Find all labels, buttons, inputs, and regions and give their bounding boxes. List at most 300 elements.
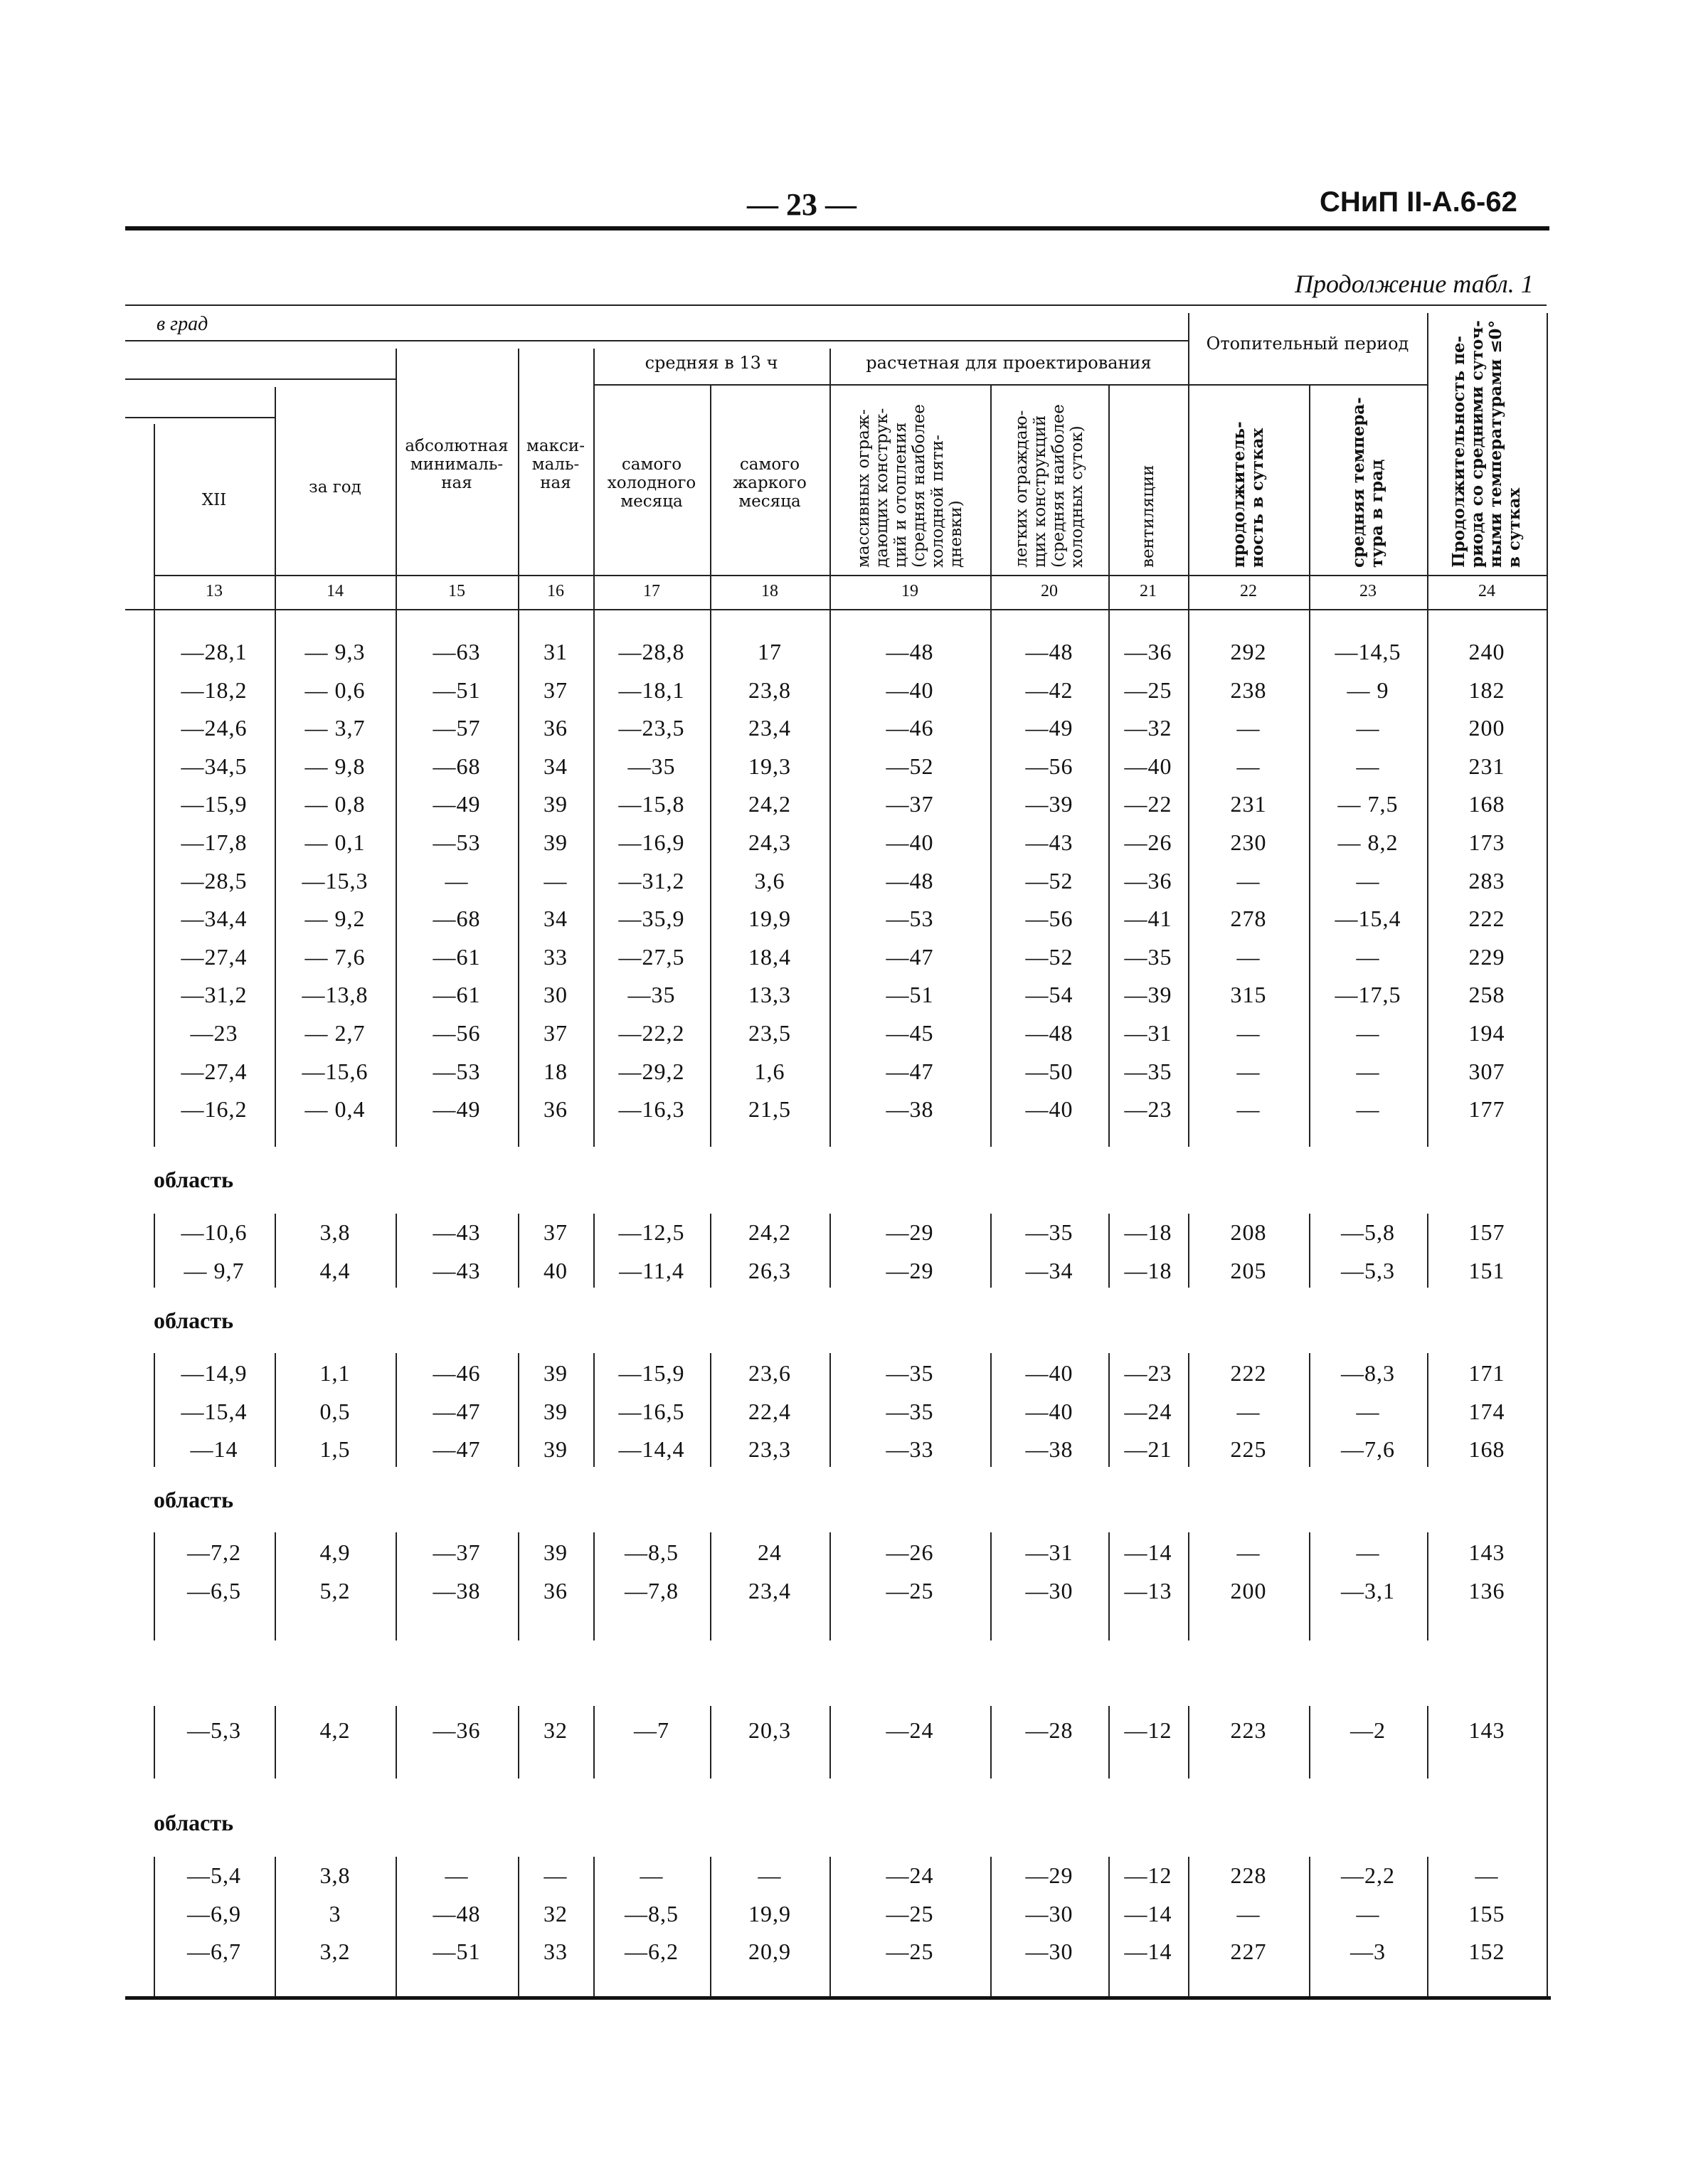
table-cell: —8,5 xyxy=(625,1539,679,1565)
col-number-divider xyxy=(1427,575,1428,609)
table-cell: —45 xyxy=(886,1020,934,1046)
table-cell: —14 xyxy=(190,1436,238,1463)
table-cell: —52 xyxy=(1025,867,1073,894)
table-cell: —15,6 xyxy=(302,1058,368,1084)
table-cell: —39 xyxy=(1124,982,1172,1008)
table-cell: — xyxy=(1236,1058,1261,1084)
table-cell: —29 xyxy=(886,1219,934,1245)
table-cell: 1,1 xyxy=(319,1360,351,1386)
column-header: самого холодного месяца xyxy=(607,455,696,511)
table-cell: —14,9 xyxy=(181,1360,248,1386)
column-number: 14 xyxy=(327,582,344,600)
table-cell: — xyxy=(1236,753,1261,779)
table-cell: 13,3 xyxy=(748,982,791,1008)
table-cell: —24,6 xyxy=(181,715,248,741)
table-cell: —3 xyxy=(1350,1939,1386,1965)
table-cell: —31 xyxy=(1124,1020,1172,1046)
table-cell: —38 xyxy=(886,1096,934,1123)
page-number: — 23 — xyxy=(747,187,857,222)
table-cell: 36 xyxy=(543,1096,568,1123)
table-cell: — xyxy=(1356,1096,1380,1123)
table-cell: —15,9 xyxy=(618,1360,685,1386)
table-cell: —25 xyxy=(886,1577,934,1603)
heating-underline xyxy=(1188,384,1427,386)
table-cell: 24 xyxy=(758,1539,782,1565)
table-cell: —38 xyxy=(1025,1436,1073,1463)
column-number: 19 xyxy=(901,582,918,600)
table-cell: —30 xyxy=(1025,1577,1073,1603)
table-cell: 23,4 xyxy=(748,715,791,741)
table-cell: —24 xyxy=(886,1862,934,1888)
table-cell: 3 xyxy=(329,1900,341,1926)
table-cell: —48 xyxy=(433,1900,481,1926)
table-cell: —5,3 xyxy=(187,1717,241,1743)
table-cell: —40 xyxy=(1025,1096,1073,1123)
table-cell: —51 xyxy=(433,677,481,703)
table-cell: 39 xyxy=(543,1436,568,1463)
col-number-divider xyxy=(1188,575,1189,609)
table-cell: —35 xyxy=(1025,1219,1073,1245)
table-cell: —48 xyxy=(1025,639,1073,664)
table-cell: —48 xyxy=(1025,1020,1073,1046)
table-cell: —51 xyxy=(886,982,934,1008)
table-cell: —37 xyxy=(433,1539,481,1565)
col-number-divider xyxy=(1547,575,1548,609)
table-cell: 182 xyxy=(1468,677,1505,703)
table-cell: 36 xyxy=(543,1577,568,1603)
table-cell: — xyxy=(1356,1539,1380,1565)
table-cell: 23,5 xyxy=(748,1020,791,1046)
column-header-rotated: Продолжительность пе- риода со средними суточ- ными температурами ≤0° в сутках xyxy=(1449,319,1524,568)
header-rule-2 xyxy=(125,340,1188,341)
table-cell: —35 xyxy=(627,753,676,779)
table-cell: —25 xyxy=(886,1939,934,1965)
table-cell: 222 xyxy=(1230,1360,1267,1386)
table-cell: —28,1 xyxy=(181,639,248,664)
table-cell: —36 xyxy=(1124,867,1172,894)
table-cell: 37 xyxy=(543,677,568,703)
table-cell: —22,2 xyxy=(618,1020,685,1046)
column-header: самого жаркого месяца xyxy=(733,455,807,511)
table-cell: 3,8 xyxy=(319,1862,351,1888)
table-cell: —53 xyxy=(433,829,481,855)
table-cell: 5,2 xyxy=(319,1577,351,1603)
table-cell: —13 xyxy=(1124,1577,1172,1603)
table-cell: —29 xyxy=(886,1257,934,1283)
table-cell: 23,6 xyxy=(748,1360,791,1386)
table-cell: — xyxy=(1356,1058,1380,1084)
table-cell: —5,3 xyxy=(1341,1257,1395,1283)
table-cell: —23,5 xyxy=(618,715,685,741)
table-cell: — xyxy=(1475,1862,1499,1888)
table-cell: 23,3 xyxy=(748,1436,791,1463)
table-cell: — 2,7 xyxy=(304,1020,366,1046)
table-cell: —18 xyxy=(1124,1219,1172,1245)
table-cell: 40 xyxy=(543,1257,568,1283)
table-cell: — 0,4 xyxy=(304,1096,366,1123)
table-cell: — 9 xyxy=(1347,677,1389,703)
table-cell: —32 xyxy=(1124,715,1172,741)
table-cell: 19,9 xyxy=(748,1900,791,1926)
table-cell: 171 xyxy=(1468,1360,1505,1386)
col-number-divider xyxy=(154,575,155,609)
unit-label: в град xyxy=(157,313,208,335)
table-cell: —29,2 xyxy=(618,1058,685,1084)
table-cell: 222 xyxy=(1468,906,1505,932)
table-cell: 22,4 xyxy=(748,1398,791,1424)
header-divider xyxy=(1309,384,1310,575)
group-header-design: расчетная для проектирования xyxy=(866,353,1152,373)
table-cell: —14 xyxy=(1124,1539,1172,1565)
table-cell: —48 xyxy=(886,867,934,894)
table-cell: 23,4 xyxy=(748,1577,791,1603)
table-cell: —40 xyxy=(886,829,934,855)
table-cell: 20,3 xyxy=(748,1717,791,1743)
section-label: область xyxy=(154,1487,233,1512)
table-cell: —27,5 xyxy=(618,943,685,970)
column-header-rotated: продолжитель- ность в сутках xyxy=(1229,421,1267,568)
column-header: макси- маль- ная xyxy=(526,437,585,492)
header-divider xyxy=(1547,313,1548,575)
table-cell: —13,8 xyxy=(302,982,368,1008)
table-cell: 231 xyxy=(1468,753,1505,779)
section-label: область xyxy=(154,1167,233,1192)
table-cell: —12 xyxy=(1124,1717,1172,1743)
table-cell: —28,8 xyxy=(618,639,685,664)
table-cell: —7,6 xyxy=(1341,1436,1395,1463)
table-cell: 157 xyxy=(1468,1219,1505,1245)
table-cell: —15,3 xyxy=(302,867,368,894)
table-cell: —2 xyxy=(1350,1717,1386,1743)
table-cell: —22 xyxy=(1124,791,1172,817)
table-cell: —42 xyxy=(1025,677,1073,703)
table-cell: 36 xyxy=(543,715,568,741)
table-cell: — xyxy=(1236,1539,1261,1565)
column-header-rotated: вентиляции xyxy=(1139,465,1157,568)
table-cell: 283 xyxy=(1468,867,1505,894)
table-cell: 168 xyxy=(1468,1436,1505,1463)
table-cell: 34 xyxy=(543,906,568,932)
table-cell: —56 xyxy=(433,1020,481,1046)
table-cell: 4,4 xyxy=(319,1257,351,1283)
table-cell: —30 xyxy=(1025,1900,1073,1926)
table-cell: 168 xyxy=(1468,791,1505,817)
table-cell: —26 xyxy=(886,1539,934,1565)
table-cell: —14,4 xyxy=(618,1436,685,1463)
col-number-divider xyxy=(275,575,276,609)
table-cell: —14 xyxy=(1124,1939,1172,1965)
col-number-divider xyxy=(829,575,831,609)
table-cell: 24,2 xyxy=(748,791,791,817)
table-cell: —11,4 xyxy=(619,1257,684,1283)
table-cell: —23 xyxy=(1124,1096,1172,1123)
header-divider xyxy=(1108,384,1110,575)
table-cell: 151 xyxy=(1468,1257,1505,1283)
col-number-divider xyxy=(1108,575,1110,609)
table-cell: —25 xyxy=(886,1900,934,1926)
table-cell: —43 xyxy=(433,1257,481,1283)
table-cell: —16,3 xyxy=(618,1096,685,1123)
table-cell: 33 xyxy=(543,1939,568,1965)
table-cell: —48 xyxy=(886,639,934,664)
col-number-divider xyxy=(518,575,519,609)
table-cell: 20,9 xyxy=(748,1939,791,1965)
table-cell: 18,4 xyxy=(748,943,791,970)
table-cell: —40 xyxy=(1025,1398,1073,1424)
table-cell: —35 xyxy=(1124,943,1172,970)
col-number-divider xyxy=(1309,575,1310,609)
table-cell: 3,2 xyxy=(319,1939,351,1965)
table-cell: 32 xyxy=(543,1717,568,1743)
table-cell: —7 xyxy=(634,1717,669,1743)
table-cell: —15,8 xyxy=(618,791,685,817)
table-cell: 17 xyxy=(758,639,782,664)
group-underline xyxy=(593,384,1188,386)
table-cell: —47 xyxy=(433,1436,481,1463)
table-cell: — xyxy=(1356,1398,1380,1424)
table-cell: —47 xyxy=(886,1058,934,1084)
table-cell: —31,2 xyxy=(618,867,685,894)
column-number: 17 xyxy=(643,582,660,600)
table-cell: —18 xyxy=(1124,1257,1172,1283)
table-cell: —52 xyxy=(1025,943,1073,970)
table-cell: —26 xyxy=(1124,829,1172,855)
col-number-divider xyxy=(396,575,397,609)
table-cell: 228 xyxy=(1230,1862,1267,1888)
table-cell: —47 xyxy=(433,1398,481,1424)
table-cell: —5,8 xyxy=(1341,1219,1395,1245)
table-cell: 19,9 xyxy=(748,906,791,932)
header-divider xyxy=(829,349,831,575)
column-number: 22 xyxy=(1240,582,1257,600)
table-cell: 223 xyxy=(1230,1717,1267,1743)
table-cell: 31 xyxy=(543,639,568,664)
column-number: 20 xyxy=(1041,582,1058,600)
section-label: область xyxy=(154,1308,233,1333)
table-cell: 39 xyxy=(543,1360,568,1386)
table-cell: — 0,8 xyxy=(304,791,366,817)
table-cell: 229 xyxy=(1468,943,1505,970)
table-cell: —39 xyxy=(1025,791,1073,817)
header-rule-4 xyxy=(125,417,275,418)
table-cell: — 7,6 xyxy=(304,943,366,970)
table-cell: —24 xyxy=(1124,1398,1172,1424)
table-cell: 39 xyxy=(543,1539,568,1565)
table-cell: —16,9 xyxy=(618,829,685,855)
table-cell: 39 xyxy=(543,829,568,855)
column-number: 13 xyxy=(206,582,223,600)
table-cell: —25 xyxy=(1124,677,1172,703)
table-cell: —46 xyxy=(433,1360,481,1386)
table-cell: —41 xyxy=(1124,906,1172,932)
column-number: 16 xyxy=(547,582,564,600)
table-cell: 0,5 xyxy=(319,1398,351,1424)
table-cell: —52 xyxy=(886,753,934,779)
table-cell: 194 xyxy=(1468,1020,1505,1046)
document-code: СНиП II-А.6-62 xyxy=(1320,186,1517,218)
table-cell: — xyxy=(640,1862,664,1888)
table-cell: — 9,7 xyxy=(184,1257,245,1283)
table-cell: — xyxy=(1236,1096,1261,1123)
table-cell: —15,9 xyxy=(181,791,248,817)
column-header: XII xyxy=(201,491,227,509)
column-header: за год xyxy=(309,478,361,497)
table-cell: — xyxy=(445,1862,469,1888)
table-cell: 258 xyxy=(1468,982,1505,1008)
table-cell: —35 xyxy=(627,982,676,1008)
table-cell: 225 xyxy=(1230,1436,1267,1463)
table-cell: 1,6 xyxy=(754,1058,785,1084)
table-cell: —34,5 xyxy=(181,753,248,779)
table-cell: —35 xyxy=(1124,1058,1172,1084)
table-cell: —10,6 xyxy=(181,1219,248,1245)
table-cell: —35,9 xyxy=(618,906,685,932)
table-cell: 208 xyxy=(1230,1219,1267,1245)
table-cell: 143 xyxy=(1468,1717,1505,1743)
table-cell: — xyxy=(1236,943,1261,970)
table-cell: —31,2 xyxy=(181,982,248,1008)
table-cell: —15,4 xyxy=(1335,906,1401,932)
column-header: абсолютная минималь- ная xyxy=(405,437,509,492)
table-cell: —50 xyxy=(1025,1058,1073,1084)
table-cell: —40 xyxy=(1025,1360,1073,1386)
col-number-divider xyxy=(593,575,595,609)
table-cell: — 9,3 xyxy=(304,639,366,664)
group-header-heating: Отопительный период xyxy=(1206,334,1409,354)
table-cell: —68 xyxy=(433,906,481,932)
col-number-divider xyxy=(990,575,992,609)
table-cell: 1,5 xyxy=(319,1436,351,1463)
table-cell: —53 xyxy=(433,1058,481,1084)
table-cell: 39 xyxy=(543,1398,568,1424)
table-cell: —18,1 xyxy=(618,677,685,703)
table-cell: —33 xyxy=(886,1436,934,1463)
table-cell: —7,2 xyxy=(187,1539,241,1565)
table-cell: — 0,1 xyxy=(304,829,366,855)
table-cell: —23 xyxy=(190,1020,238,1046)
table-cell: —23 xyxy=(1124,1360,1172,1386)
table-cell: 231 xyxy=(1230,791,1267,817)
table-cell: 21,5 xyxy=(748,1096,791,1123)
table-cell: 173 xyxy=(1468,829,1505,855)
table-cell: —3,1 xyxy=(1341,1577,1395,1603)
column-number: 24 xyxy=(1478,582,1495,600)
table-cell: —36 xyxy=(1124,639,1172,664)
table-cell: —49 xyxy=(1025,715,1073,741)
table-cell: —7,8 xyxy=(625,1577,679,1603)
table-cell: — xyxy=(445,867,469,894)
table-cell: — xyxy=(1356,867,1380,894)
table-cell: —53 xyxy=(886,906,934,932)
header-divider xyxy=(990,384,992,575)
col-number-bottom xyxy=(125,609,1547,610)
column-number: 21 xyxy=(1140,582,1157,600)
table-cell: —27,4 xyxy=(181,943,248,970)
table-cell: — xyxy=(1356,1900,1380,1926)
table-cell: — xyxy=(1236,867,1261,894)
table-cell: 37 xyxy=(543,1020,568,1046)
table-cell: 24,2 xyxy=(748,1219,791,1245)
table-cell: —12,5 xyxy=(618,1219,685,1245)
table-cell: 200 xyxy=(1468,715,1505,741)
table-cell: —63 xyxy=(433,639,481,664)
table-cell: —30 xyxy=(1025,1939,1073,1965)
table-cell: 3,6 xyxy=(754,867,785,894)
column-number: 23 xyxy=(1359,582,1377,600)
table-cell: —31 xyxy=(1025,1539,1073,1565)
table-cell: — xyxy=(1236,715,1261,741)
table-cell: 32 xyxy=(543,1900,568,1926)
table-cell: 26,3 xyxy=(748,1257,791,1283)
table-cell: —6,2 xyxy=(625,1939,679,1965)
table-cell: —8,3 xyxy=(1341,1360,1395,1386)
table-cell: — xyxy=(543,1862,568,1888)
table-cell: — xyxy=(1356,753,1380,779)
table-cell: 39 xyxy=(543,791,568,817)
table-cell: — 9,8 xyxy=(304,753,366,779)
table-cell: 34 xyxy=(543,753,568,779)
table-cell: — xyxy=(1356,943,1380,970)
table-cell: 33 xyxy=(543,943,568,970)
table-cell: —29 xyxy=(1025,1862,1073,1888)
table-cell: —12 xyxy=(1124,1862,1172,1888)
table-cell: —43 xyxy=(1025,829,1073,855)
table-cell: 200 xyxy=(1230,1577,1267,1603)
table-cell: —6,9 xyxy=(187,1900,241,1926)
table-cell: 278 xyxy=(1230,906,1267,932)
column-number: 15 xyxy=(448,582,465,600)
table-cell: 19,3 xyxy=(748,753,791,779)
table-cell: —40 xyxy=(886,677,934,703)
table-cell: —16,2 xyxy=(181,1096,248,1123)
table-cell: 240 xyxy=(1468,639,1505,664)
table-cell: 4,9 xyxy=(319,1539,351,1565)
table-cell: 3,8 xyxy=(319,1219,351,1245)
table-cell: 30 xyxy=(543,982,568,1008)
table-cell: —37 xyxy=(886,791,934,817)
table-cell: —38 xyxy=(433,1577,481,1603)
table-cell: —49 xyxy=(433,791,481,817)
table-cell: —34,4 xyxy=(181,906,248,932)
continuation-label: Продолжение табл. 1 xyxy=(1295,270,1534,298)
table-cell: 18 xyxy=(543,1058,568,1084)
column-header-rotated: средняя темпера- тура в град xyxy=(1349,397,1386,568)
table-cell: —18,2 xyxy=(181,677,248,703)
table-cell: 143 xyxy=(1468,1539,1505,1565)
column-header-rotated: массивных ограж- дающих конструк- ций и отопления (средняя наиболее холодной пяти- дневки) xyxy=(854,404,965,568)
table-cell: — xyxy=(1236,1900,1261,1926)
table-cell: 292 xyxy=(1230,639,1267,664)
table-right-border xyxy=(1547,609,1548,1999)
table-cell: — xyxy=(758,1862,782,1888)
table-cell: —56 xyxy=(1025,753,1073,779)
table-cell: 37 xyxy=(543,1219,568,1245)
table-cell: 307 xyxy=(1468,1058,1505,1084)
header-divider xyxy=(1427,313,1428,575)
header-rule-3 xyxy=(125,378,396,380)
table-cell: — xyxy=(543,867,568,894)
table-cell: —46 xyxy=(886,715,934,741)
table-cell: 24,3 xyxy=(748,829,791,855)
table-cell: 177 xyxy=(1468,1096,1505,1123)
table-cell: —27,4 xyxy=(181,1058,248,1084)
column-number: 18 xyxy=(761,582,778,600)
table-cell: —24 xyxy=(886,1717,934,1743)
table-cell: —21 xyxy=(1124,1436,1172,1463)
table-cell: 4,2 xyxy=(319,1717,351,1743)
table-cell: —14,5 xyxy=(1335,639,1401,664)
table-cell: —2,2 xyxy=(1341,1862,1395,1888)
